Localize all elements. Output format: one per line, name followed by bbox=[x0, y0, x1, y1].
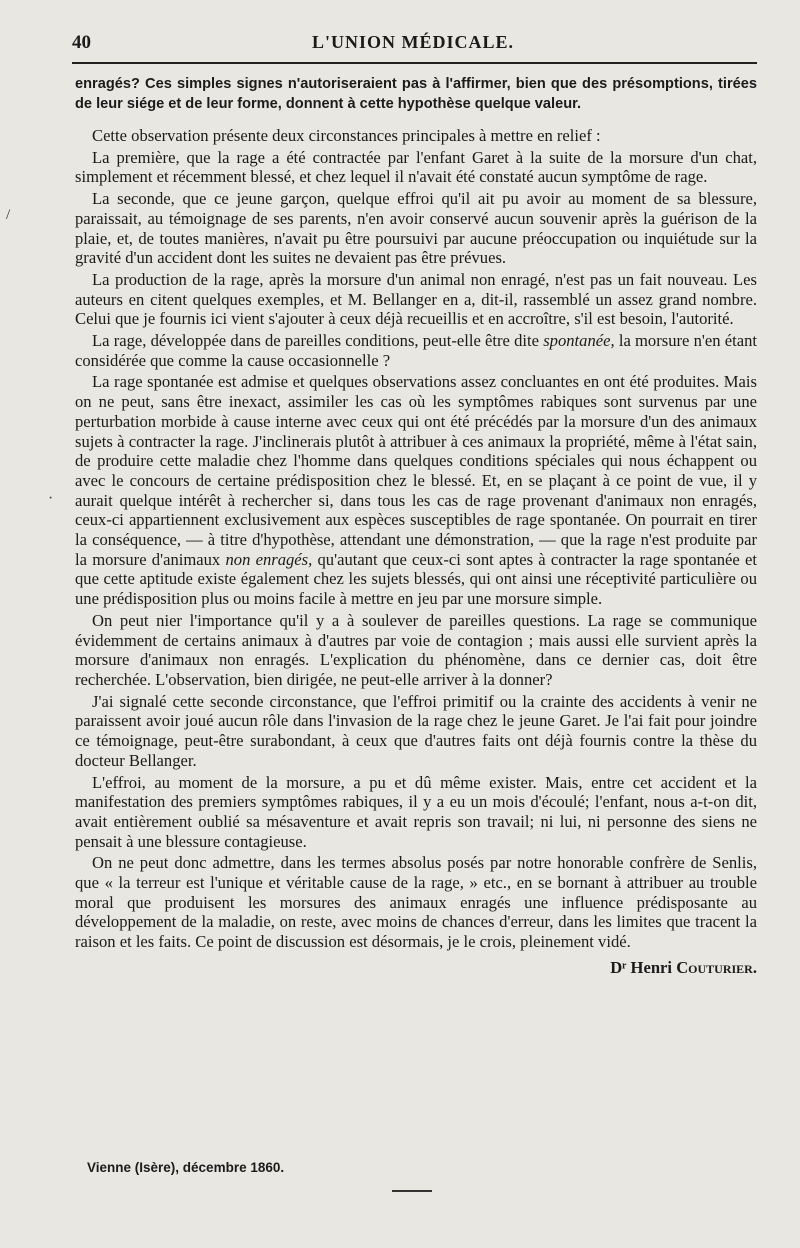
running-title: L'UNION MÉDICALE. bbox=[312, 32, 515, 52]
paragraph: On ne peut donc admettre, dans les termes absolus posés par notre honorable confrère de Senlis, que « la terreur est l'unique et véritable cause de la rage, » etc., en se bornant à attribuer au trouble moral que produisent les morsures des animaux enragés une influence prédisposante au développement de la maladie, on reste, avec moins de chances d'erreur, dans les limites que tracent la raison et les faits. Ce point de discussion est désormais, je le crois, pleinement vidé. bbox=[75, 853, 757, 952]
author-signature bbox=[75, 958, 757, 978]
paragraph: La première, que la rage a été contractée par l'enfant Garet à la suite de la morsure d'un chat, simplement et récemment blessé, et chez lequel il n'avait été constaté aucun symptôme de rage. bbox=[75, 147, 757, 187]
signature-prefix: Dʳ Henri bbox=[610, 957, 673, 977]
page-header bbox=[72, 30, 762, 60]
margin-mark: / bbox=[6, 207, 11, 223]
page-number: 40 bbox=[72, 32, 91, 53]
header-rule bbox=[72, 62, 757, 64]
margin-dot: · bbox=[48, 490, 54, 507]
paragraph: La production de la rage, après la morsure d'un animal non enragé, n'est pas un fait nouveau. Les auteurs en citent quelques exemples, et M. Bellanger en a, dit-il, rassemblé un assez grand nombre. Celui que je fournis ici vient s'ajouter à ceux déjà recueillis et en accroître, s'il est besoin, l'autorité. bbox=[75, 269, 757, 329]
paragraph: On peut nier l'importance qu'il y a à soulever de pareilles questions. La rage se communique évidemment de certains animaux à d'autres par voie de contagion ; mais aussi elle survient après la morsure d'animaux non enragés. L'explication du phénomène, dans ce dernier cas, doit être recherchée. L'observation, bien dirigée, ne peut-elle arriver à la donner? bbox=[75, 610, 757, 689]
article-body bbox=[75, 74, 757, 978]
paragraph: L'effroi, au moment de la morsure, a pu et dû même exister. Mais, entre cet accident et la manifestation des premiers symptômes rabiques, il y a eu un mois d'écoulé; l'enfant, nous a-t-on dit, avait entièrement oublié sa mésaventure et avait repris son travail; ni lui, ni personne des siens ne pensait à une blessure contagieuse. bbox=[75, 772, 757, 851]
paragraph: enragés? Ces simples signes n'autoriseraient pas à l'affirmer, bien que des présomptions, tirées de leur siége et de leur forme, donnent à cette hypothèse quelque valeur. bbox=[75, 76, 757, 112]
paragraph: La rage, développée dans de pareilles conditions, peut-elle être dite spontanée, la morsure n'en étant considérée que comme la cause occasionnelle ? bbox=[75, 331, 757, 370]
paragraph: La seconde, que ce jeune garçon, quelque effroi qu'il ait pu avoir au moment de sa blessure, paraissait, au témoignage de ses parents, n'en avoir conservé aucun souvenir après la guérison de la plaie, et, de toutes manières, n'avait pu être poursuivi par aucune préoccupation ou inquiétude sur la gravité d'un accident dont les suites ne devaient pas être prévues. bbox=[75, 189, 757, 268]
signature-name: Couturier. bbox=[676, 957, 757, 977]
paragraph: J'ai signalé cette seconde circonstance, que l'effroi primitif ou la crainte des accidents à venir ne paraissent avoir joué aucun rôle dans l'invasion de la rage chez le jeune Garet. Je l'ai fait pour joindre ce témoignage, peut-être surabondant, à ceux que d'autres faits ont déjà fournis contre la thèse du docteur Bellanger. bbox=[75, 691, 757, 770]
place-date: Vienne (Isère), décembre 1860. bbox=[87, 1160, 285, 1175]
paragraph: Cette observation présente deux circonstances principales à mettre en relief : bbox=[92, 126, 601, 145]
end-rule bbox=[392, 1190, 432, 1192]
paragraph: La rage spontanée est admise et quelques observations assez concluantes en ont été produites. Mais on ne peut, sans être inexact, assimiler les cas où les symptômes rabiques sont survenus par une perturbation morbide à cause interne avec ceux qui ont été précédés par la morsure d'un des animaux sujets à contracter la rage. J'inclinerais plutôt à attribuer à ces animaux la propriété, même à l'état sain, de produire cette maladie chez l'homme dans quelques conditions spéciales qui nous échappent ou avec le concours de certaine prédisposition chez le blessé. Et, en se plaçant à ce point de vue, il y aurait quelque intérêt à rechercher si, dans tous les cas de rage provenant d'animaux non enragés, ceux-ci appartiennent exclusivement aux espèces susceptibles de rage spontanée. On pourrait en tirer la conséquence, — à titre d'hypothèse, attendant une démonstration, — que la rage n'est produite par la morsure d'animaux non enragés, qu'autant que ceux-ci sont aptes à contracter la rage spontanée et que cette aptitude existe également chez les sujets blessés, qui ont ainsi une réceptivité particulière ou une prédisposition plus ou moins facile à mettre en jeu par une morsure simple. bbox=[75, 372, 757, 609]
